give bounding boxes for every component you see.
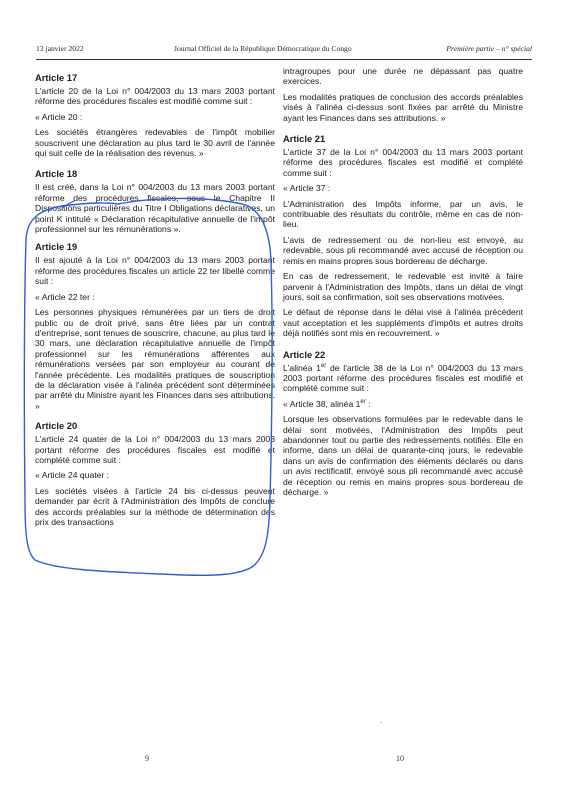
article-22-quote-end: : [365, 398, 371, 409]
left-column [35, 62, 275, 532]
article-22-intro-start: L'alinéa 1 [283, 362, 321, 373]
article-20-continuation: intragroupes pour une durée ne dépassant pas quatre exercices. [283, 66, 523, 87]
article-22-intro-sup: er [320, 362, 327, 369]
article-20-title: Article 20 [35, 420, 78, 432]
article-20-intro: L'article 24 quater de la Loi n° 004/2003 du 13 mars 2003 portant réforme des procédures fiscales est modifié et complété comme suit : [35, 434, 275, 465]
page-header [36, 44, 532, 58]
article-20-continuation-2: Les modalités pratiques de conclusion des accords préalables visés à l'alinéa ci-dessus sont fixées par arrêté du Ministre ayant les Finances dans ses attributions. » [283, 91, 523, 123]
article-22-quote-start: « Article 38, alinéa 1 [283, 398, 361, 409]
article-21-paragraph-4: Le défaut de réponse dans le délai visé à l'alinéa précédent vaut acceptation et les suppléments d'impôts et autres droits déjà notifiés sont mis en recouvrement. » [283, 307, 523, 339]
article-18-body: Il est créé, dans la Loi n° 004/2003 du 13 mars 2003 portant réforme des procédures fiscales, sous le Chapitre II Dispositions particulières du Titre I Obligations déclaratives, un point K intitulé « Déclaration récapitulative annuelle de l'impôt professionnel sur les rémunérations ». [35, 182, 275, 235]
article-22-intro-end: de l'article 38 de la Loi n° 004/2003 du 13 mars 2003 portant réforme des procédures fiscales est modifié et complété comme suit : [283, 362, 523, 394]
article-21-paragraph-2: L'avis de redressement ou de non-lieu est envoyé, au redevable, sous pli recommandé avec accusé de réception ou remis en mains propres sous bordereau de décharge. [283, 234, 523, 266]
article-17-body: Les sociétés étrangères redevables de l'impôt mobilier souscrivent une déclaration au plus tard le 30 avril de l'année qui suit celle de la réalisation des revenus. » [35, 127, 275, 159]
article-19-quote: « Article 22 ter : [35, 291, 95, 302]
article-18-title: Article 18 [35, 168, 78, 180]
article-21-title: Article 21 [283, 133, 326, 145]
header-part: Première partie – n° spécial [446, 44, 532, 53]
article-19-body: Les personnes physiques rémunérées par un tiers de droit public ou de droit privé, sans être liées par un contrat d'entreprise, sont tenues de souscrire, chacune, au plus tard le 30 mars, une déclaration récapitulative annuelle de l'impôt professionnel sur les rémunérations afférentes aux rémunérations versées par son employeur au courant de l'année précédente. Les modalités pratiques de souscription de la déclaration visée à l'alinéa précédent sont déterminées par arrêté du Ministre ayant les Finances dans ses attributions. » [35, 307, 275, 411]
article-17-quote: « Article 20 : [35, 111, 83, 122]
article-22-body: Lorsque les observations formulées par le redevable dans le délai sont motivées, l'Administration des Impôts peut abandonner tout ou partie des redressements notifiés. Elle en informe, dans un délai de quarante-cinq jours, le redevable dans un avis de confirmation des éléments déclarés ou dans un avis rectificatif, envoyé sous pli recommandé avec accusé de réception ou remis en mains propres sous bordereau de décharge. » [283, 414, 523, 497]
header-journal-title: Journal Officiel de la République Démocratique du Congo [174, 44, 352, 53]
article-21-paragraph-1: L'Administration des Impôts informe, par un avis, le contribuable des résultats du contrôle, même en cas de non-lieu. [283, 198, 523, 230]
article-22-quote [283, 399, 523, 409]
right-column [283, 62, 523, 502]
article-21-paragraph-3: En cas de redressement, le redevable est invité à faire parvenir à l'Administration des Impôts, dans un délai de vingt jours, soit sa confirmation, soit ses observations motivées. [283, 271, 523, 302]
article-20-quote: « Article 24 quater : [35, 470, 110, 481]
article-21-quote: « Article 37 : [283, 183, 331, 194]
article-22-title: Article 22 [283, 348, 326, 360]
article-19-intro: Il est ajouté à la Loi n° 004/2003 du 13 mars 2003 portant réforme des procédures fiscales un article 22 ter libellé comme suit : [35, 255, 275, 287]
article-21-intro: L'article 37 de la Loi n° 004/2003 du 13 mars 2003 portant réforme des procédures fiscales est modifié et complété comme suit : [283, 147, 523, 178]
article-22-quote-sup: er [360, 398, 366, 405]
article-19-title: Article 19 [35, 241, 78, 253]
article-17-intro: L'article 20 de la Loi n° 004/2003 du 13 mars 2003 portant réforme des procédures fiscales est modifié comme suit : [35, 86, 275, 107]
header-rule [36, 59, 532, 60]
article-22-intro [283, 363, 523, 394]
header-date: 13 janvier 2022 [36, 44, 84, 53]
page-number-right: 10 [396, 754, 404, 763]
article-20-body: Les sociétés visées à l'article 24 bis ci-dessus peuvent demander par écrit à l'Administration des Impôts de conclure des accords préalables sur la méthode de détermination des prix des transactions [35, 485, 275, 527]
article-17-title: Article 17 [35, 72, 78, 83]
stray-dot: . [380, 716, 383, 725]
page-number-left: 9 [145, 754, 149, 763]
